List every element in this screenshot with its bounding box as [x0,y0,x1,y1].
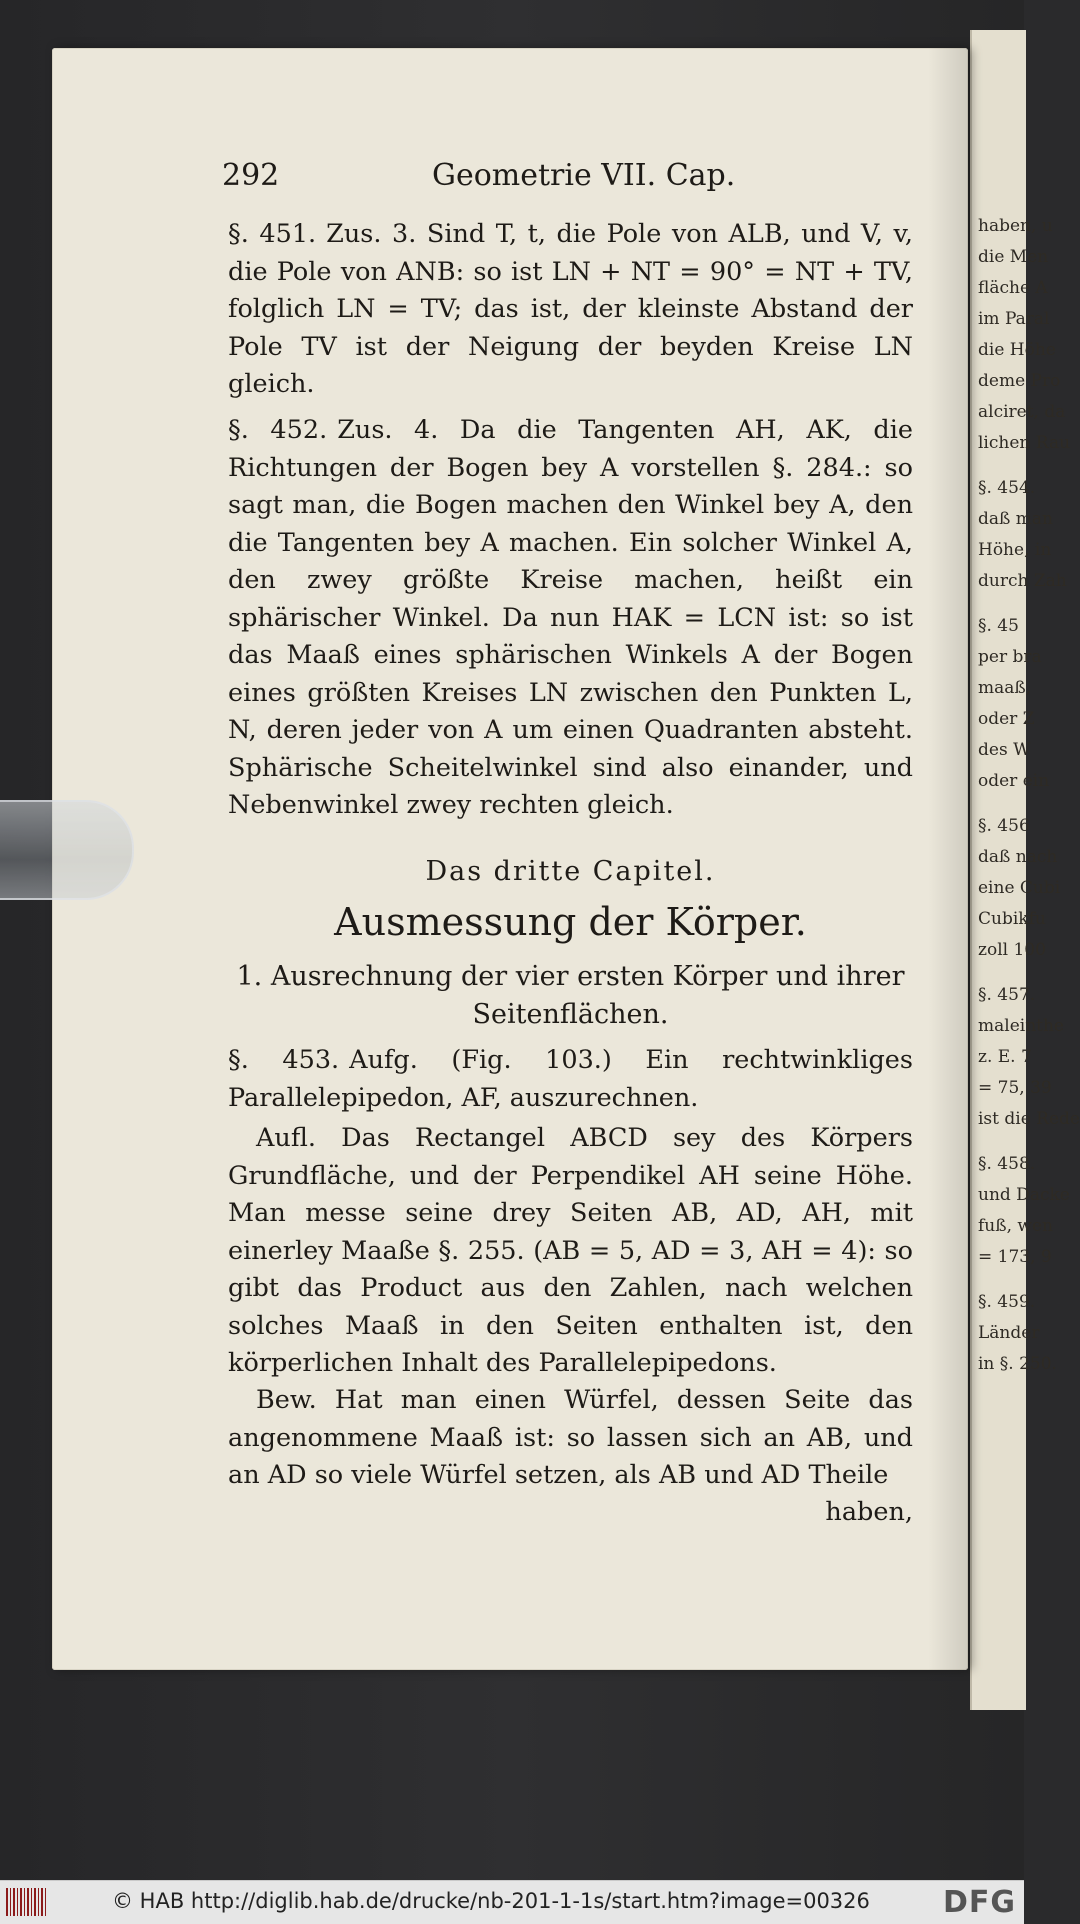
page-number: 292 [222,158,280,193]
adjacent-page-fragment: = 75, 39 [978,1078,1052,1098]
adjacent-page-fragment: in §. 250. [978,1354,1057,1374]
section-title: 1. Ausrechnung der vier ersten Körper und ihrer Seitenflächen. [236,961,905,1030]
barcode-icon [6,1888,48,1916]
adjacent-page-fragment: lichen Rau [978,433,1071,453]
adjacent-page-fragment: ist die Rede [978,1109,1080,1129]
adjacent-page-fragment: fuß, wen [978,1216,1053,1236]
adjacent-page-fragment: §. 454. [978,478,1036,498]
adjacent-page-fragment: die Men [978,247,1049,267]
adjacent-page-fragment: die Höhe [978,340,1056,360]
paragraph-bew [228,1382,913,1495]
paragraph-text: Aufl. Das Rectangel ABCD sey des Körpers Grundfläche, und der Perpendikel AH seine Höhe. Man messe seine drey Seiten AB, AD, AH, mit einerley Maaße §. 255. (AB = 5, AD = 3, AH = 4): so gibt das Product aus den Zahlen, nach welchen solches Maaß in den Seiten enthalten ist, den körperlichen Inhalt des Parallelepipedons. [228,1123,913,1378]
paragraph-text: Zus. 4. Da die Tangenten AH, AK, die Richtungen der Bogen bey A vorstellen §. 284.: so sagt man, die Bogen machen den Winkel bey A, den die Tangenten bey A machen. Ein solcher Winkel A, den zwey größte Kreise machen, heißt ein sphärischer Winkel. Da nun HAK = LCN ist: so ist das Maaß eines sphärischen Winkels A der Bogen eines größten Kreises LN zwischen den Punkten L, N, deren jeder von A um einen Quadranten absteht. Sphärische Scheitelwinkel sind also einander, und Nebenwinkel zwey rechten gleich. [228,415,913,820]
paragraph-text: Aufg. (Fig. 103.) Ein rechtwinkliges Parallelepipedon, AF, auszurechnen. [228,1045,913,1113]
adjacent-page-fragment: Länder [978,1323,1040,1343]
paragraph-number: §. 451. [228,219,317,249]
adjacent-page-fragment: des W [978,740,1031,760]
paragraph-text: Zus. 3. Sind T, t, die Pole von ALB, und V, v, die Pole von ANB: so ist LN + NT = 90° = NT + TV, folglich LN = TV; das ist, der kleinste Abstand der Pole TV ist der Neigung der beyden Kreise LN gleich. [228,219,913,399]
adjacent-page-fragment: maleinthe [978,1016,1064,1036]
chapter-label: Das dritte Capitel. [425,856,716,887]
adjacent-page-fragment: §. 457. [978,985,1036,1005]
chapter-title: Ausmessung der Körper. [334,900,807,944]
adjacent-page-fragment: z. E. 7 [978,1047,1032,1067]
running-title: Geometrie VII. Cap. [432,158,736,193]
adjacent-page [970,30,1080,1710]
adjacent-page-fragment: oder Z [978,709,1035,729]
paragraph-453 [228,1042,913,1117]
adjacent-page-fragment: §. 458. [978,1154,1036,1174]
adjacent-page-fragment: und Dacke [978,1185,1070,1205]
adjacent-page-fragment: Cubikfu [978,909,1046,929]
dfg-logo: DFG [942,1885,1016,1920]
page-header [222,158,922,202]
adjacent-page-fragment: im Paral [978,309,1050,329]
adjacent-page-fragment: haben, u [978,216,1053,236]
adjacent-page-fragment: alciret, da [978,402,1066,422]
adjacent-page-fragment: = 173, 9 [978,1247,1052,1267]
adjacent-page-fragment: oder ein [978,771,1050,791]
catchword: haben, [825,1497,913,1527]
glass-plate-artifact [0,800,134,900]
adjacent-page-fragment: eine Cubi [978,878,1061,898]
adjacent-page-fragment: §. 459. [978,1292,1036,1312]
paragraph-number: §. 453. [228,1045,340,1075]
paragraph-number: §. 452. [228,415,328,445]
paragraph-aufl [228,1120,913,1383]
adjacent-page-fragment: daß nach [978,847,1058,867]
adjacent-page-fragment: daß man [978,509,1053,529]
adjacent-page-fragment: maaß, [978,678,1032,698]
adjacent-page-fragment: per bra [978,647,1042,667]
adjacent-page-fragment: durch Zah [978,571,1067,591]
adjacent-page-fragment: §. 45 [978,616,1019,636]
footer-copyright-link[interactable]: © HAB http://diglib.hab.de/drucke/nb-201-1-1s/start.htm?image=00326 [112,1889,870,1913]
paragraph-452 [228,412,913,825]
adjacent-page-fragment: deme Pro [978,371,1061,391]
adjacent-page-fragment: zoll 100 [978,940,1046,960]
adjacent-page-fragment: §. 456 [978,816,1030,836]
paragraph-text: Bew. Hat man einen Würfel, dessen Seite das angenommene Maaß ist: so lassen sich an AB, und an AD so viele Würfel setzen, als AB und AD Theile [228,1385,913,1490]
adjacent-page-fragment: fläche A [978,278,1048,298]
paragraph-451 [228,216,913,404]
adjacent-page-fragment: Höhe, in [978,540,1052,560]
footer-bar [0,1880,1024,1924]
